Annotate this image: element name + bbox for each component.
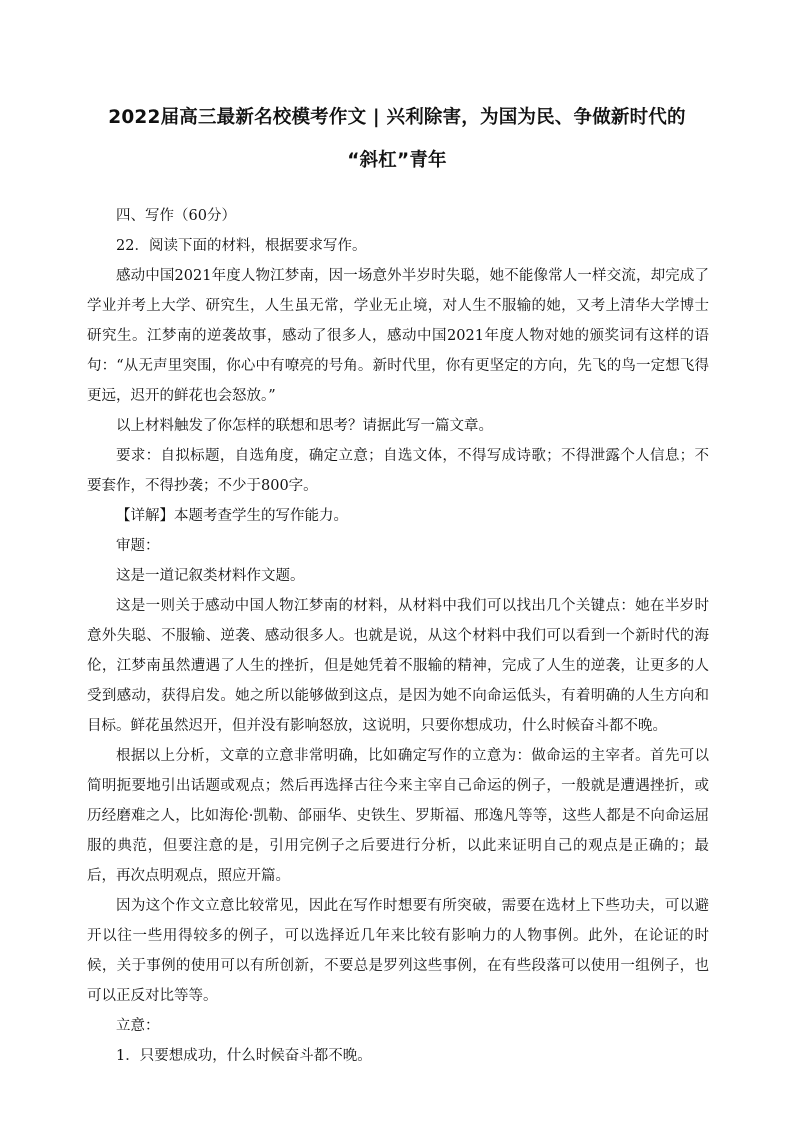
approach-paragraph: 根据以上分析，文章的立意非常明确，比如确定写作的立意为：做命运的主宰者。首先可以简明扼要地引出话题或观点；然后再选择古往今来主宰自己命运的例子，一般就是遭遇挫折，或历经磨难之人，比如海伦·凯勒、郃丽华、史铁生、罗斯福、邢逸凡等等，这些人都是不向命运屈服的典范，但要注意的是，引用完例子之后要进行分析，以此来证明自己的观点是正确的；最后，再次点明观点，照应开篇。	[87, 748, 709, 884]
requirements-paragraph: 要求：自拟标题，自选角度，确定立意；自选文体，不得写成诗歌；不得泄露个人信息；不要套作，不得抄袭；不少于800字。	[87, 448, 709, 494]
advice-paragraph: 因为这个作文立意比较常见，因此在写作时想要有所突破，需要在选材上下些功夫，可以避开以往一些用得较多的例子，可以选择近几年来比较有影响力的人物事例。此外，在论证的时候，关于事例的使用可以有所创新，不要总是罗列这些事例，在有些段落可以使用一组例子，也可以正反对比等等。	[87, 898, 709, 1004]
page-title-line-2: “斜杠”青年	[347, 150, 447, 171]
question-prompt: 22．阅读下面的材料，根据要求写作。	[116, 238, 367, 254]
document-body	[87, 201, 709, 1071]
material-paragraph: 感动中国2021年度人物江梦南，因一场意外半岁时失聪，她不能像常人一样交流，却完成了学业并考上大学、研究生，人生虽无常，学业无止境，对人生不服输的她，又考上清华大学博士研究生。江梦南的逆袭故事，感动了很多人，感动中国2021年度人物对她的颁奖词有这样的语句：“从无声里突围，你心中有嘹亮的号角。新时代里，你有更坚定的方向，先飞的鸟一定想飞得更远，迟开的鲜花也会怒放。”	[87, 268, 709, 404]
section-heading: 四、写作（60分）	[116, 208, 236, 224]
analysis-intro: 【详解】本题考查学生的写作能力。	[116, 508, 348, 524]
thesis-item-1: 1．只要想成功，什么时候奋斗都不晚。	[116, 1048, 372, 1064]
thesis-label: 立意：	[116, 1018, 160, 1034]
question-type: 这是一道记叙类材料作文题。	[116, 568, 305, 584]
page-title-line-1: 2022届高三最新名校模考作文 | 兴利除害，为国为民、争做新时代的	[108, 107, 686, 128]
review-label: 审题：	[116, 538, 160, 554]
analysis-paragraph: 这是一则关于感动中国人物江梦南的材料，从材料中我们可以找出几个关键点：她在半岁时意外失聪、不服输、逆袭、感动很多人。也就是说，从这个材料中我们可以看到一个新时代的海伦，江梦南虽然遭遇了人生的挫折，但是她凭着不服输的精神，完成了人生的逆袭，让更多的人受到感动，获得启发。她之所以能够做到这点，是因为她不向命运低头，有着明确的人生方向和目标。鲜花虽然迟开，但并没有影响怒放，这说明，只要你想成功，什么时候奋斗都不晚。	[87, 598, 709, 734]
task-paragraph: 以上材料触发了你怎样的联想和思考？请据此写一篇文章。	[116, 418, 493, 434]
